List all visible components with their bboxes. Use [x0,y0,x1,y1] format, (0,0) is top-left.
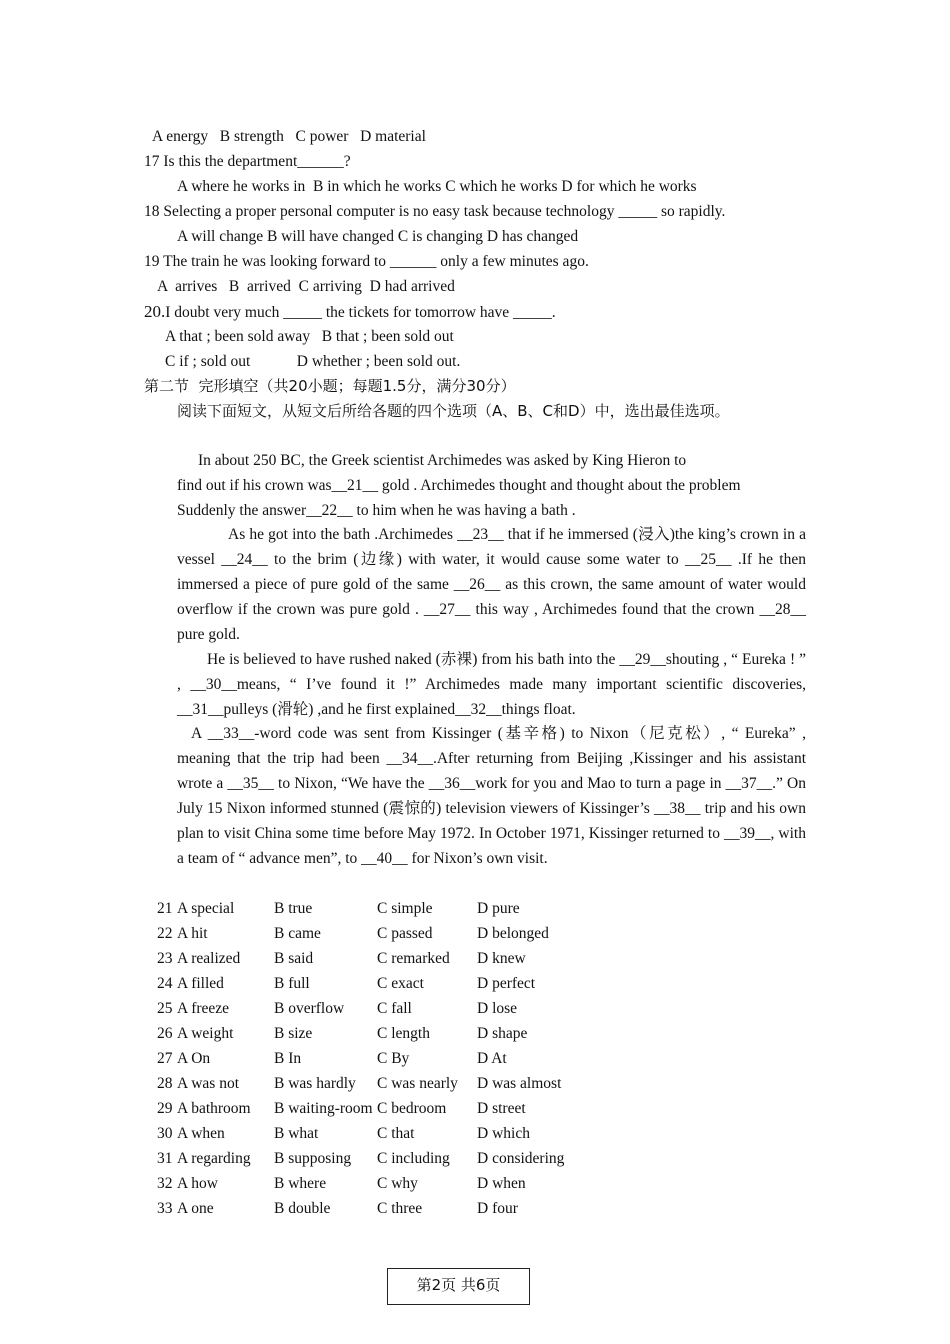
section-heading: 第二节 完形填空（共20小题；每题1.5分，满分30分） [144,377,516,395]
option-b: B full [274,975,310,992]
option-c: C bedroom [377,1100,447,1117]
q19-stem: 19 The train he was looking forward to ______ only a few minutes ago. [144,253,589,270]
q20-options-1: A that ; been sold away B that ; been sold out [165,328,454,345]
option-b: B said [274,950,314,967]
option-d: D which [477,1125,530,1142]
option-number: 25 [157,1000,173,1017]
option-d: D shape [477,1025,528,1042]
q17-options: A where he works in B in which he works C which he works D for which he works [177,178,697,195]
option-c: C simple [377,900,433,917]
option-d: D perfect [477,975,536,992]
option-number: 24 [157,975,173,992]
option-c: C exact [377,975,424,992]
option-number: 21 [157,900,173,917]
option-a: A freeze [177,1000,230,1017]
q18-stem: 18 Selecting a proper personal computer is no easy task because technology _____ so rapidly. [144,203,726,220]
q19-options: A arrives B arrived C arriving D had arrived [157,278,455,295]
option-b: B double [274,1200,331,1217]
option-a: A hit [177,925,208,942]
option-c: C including [377,1150,450,1167]
option-number: 30 [157,1125,173,1142]
option-c: C passed [377,925,433,942]
passage-p1-line2: find out if his crown was__21__ gold . Archimedes thought and thought about the problem [177,477,741,494]
option-c: C was nearly [377,1075,458,1092]
option-d: D when [477,1175,526,1192]
q20-stem-line [144,302,556,323]
passage-p1-line3: Suddenly the answer__22__ to him when he was having a bath . [177,502,576,519]
option-number: 29 [157,1100,173,1117]
option-d: D At [477,1050,507,1067]
option-b: B where [274,1175,327,1192]
q16-options: A energy B strength C power D material [152,128,426,145]
option-a: A filled [177,975,224,992]
option-b: B what [274,1125,319,1142]
option-b: B overflow [274,1000,345,1017]
option-number: 22 [157,925,173,942]
option-d: D four [477,1200,518,1217]
q18-options: A will change B will have changed C is changing D has changed [177,228,579,245]
option-a: A when [177,1125,225,1142]
option-number: 33 [157,1200,173,1217]
option-number: 28 [157,1075,173,1092]
option-number: 26 [157,1025,173,1042]
section-instruction: 阅读下面短文，从短文后所给各题的四个选项（A、B、C和D）中，选出最佳选项。 [177,402,730,420]
option-b: B In [274,1050,302,1067]
option-a: A weight [177,1025,234,1042]
q20-number: 20. [144,302,166,321]
option-number: 27 [157,1050,173,1067]
option-b: B supposing [274,1150,352,1167]
q20-stem: I doubt very much _____ the tickets for tomorrow have _____. [165,304,556,321]
option-d: D knew [477,950,526,967]
passage-p1-line1: In about 250 BC, the Greek scientist Archimedes was asked by King Hieron to [198,452,687,469]
option-a: A regarding [177,1150,251,1167]
option-d: D considering [477,1150,565,1167]
q20-options-2: C if ; sold out D whether ; been sold out. [165,353,461,370]
passage-p3: He is believed to have rushed naked (赤裸) from his bath into the __29__shouting , “ Eureka ! ” , __30__means, “ I’ve found it !” Archimedes made many important scientific discoveries, __31__pulleys (滑轮) ,and he first explained__32__things float. [177,651,806,718]
option-a: A special [177,900,235,917]
option-d: D lose [477,1000,518,1017]
option-c: C that [377,1125,415,1142]
option-d: D was almost [477,1075,562,1092]
page-footer: 第2页 共6页 [387,1268,530,1305]
option-b: B came [274,925,321,942]
option-d: D street [477,1100,526,1117]
option-b: B size [274,1025,313,1042]
option-c: C fall [377,1000,412,1017]
option-b: B true [274,900,313,917]
passage-p2: As he got into the bath .Archimedes __23__ that if he immersed (浸入)the king’s crown in a vessel __24__ to the brim (边缘) with water, it would cause some water to __25__ .If he then immersed a piece of pure gold of the same __26__ as this crown, the same amount of water would overflow if the crown was pure gold . __27__ this way , Archimedes found that the crown __28__ pure gold. [177,526,806,643]
option-a: A one [177,1200,214,1217]
option-number: 23 [157,950,173,967]
option-a: A how [177,1175,218,1192]
option-number: 31 [157,1150,173,1167]
option-number: 32 [157,1175,173,1192]
option-c: C three [377,1200,423,1217]
option-c: C why [377,1175,418,1192]
option-a: A On [177,1050,211,1067]
option-c: C length [377,1025,430,1042]
option-a: A was not [177,1075,239,1092]
option-b: B waiting-room [274,1100,373,1117]
q17-stem: 17 Is this the department______? [144,153,351,170]
passage-p4: A __33__-word code was sent from Kissinger (基辛格) to Nixon（尼克松）, “ Eureka” , meaning that the trip had been __34__.After returning from Beijing ,Kissinger and his assistant wrote a __35__ to Nixon, “We have the __36__work for you and Mao to turn a page in __37__.” On July 15 Nixon informed stunned (震惊的) television viewers of Kissinger’s __38__ trip and his own plan to visit China some time before May 1972. In October 1971, Kissinger returned to __39__, with a team of “ advance men”, to __40__ for Nixon’s own visit. [177,725,806,867]
option-a: A realized [177,950,241,967]
option-c: C remarked [377,950,450,967]
option-d: D pure [477,900,520,917]
option-d: D belonged [477,925,549,942]
option-b: B was hardly [274,1075,356,1092]
option-a: A bathroom [177,1100,251,1117]
option-c: C By [377,1050,410,1067]
